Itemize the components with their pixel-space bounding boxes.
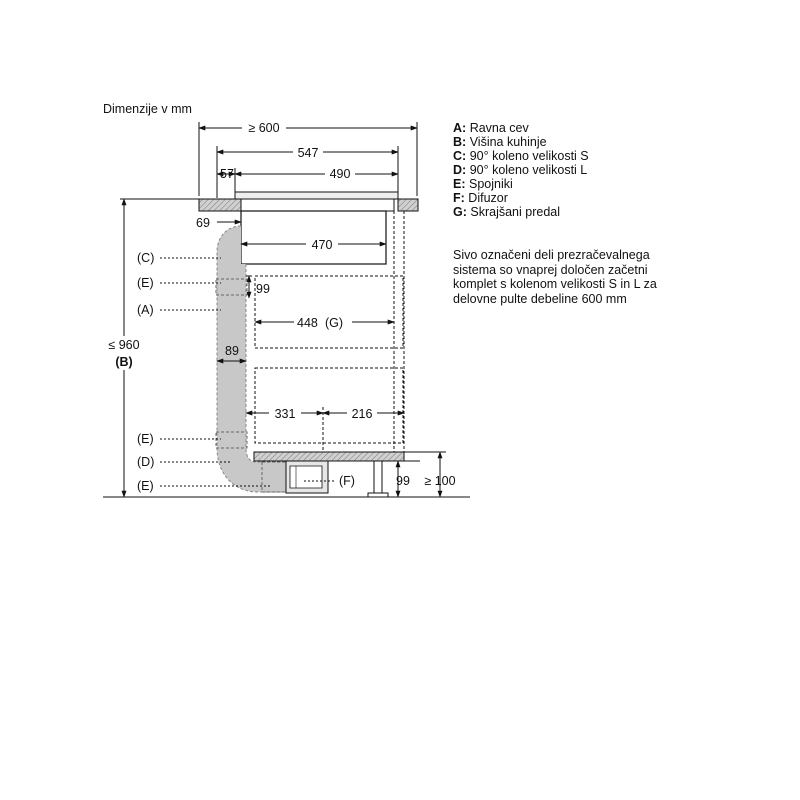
diagram-caption: Dimenzije v mm: [103, 102, 192, 116]
callout-e-upper: (E): [137, 276, 154, 290]
dim-99-plinth: 99: [396, 474, 410, 488]
callout-c: (C): [137, 251, 155, 265]
dim-99-gap: 99: [256, 282, 270, 296]
dim-547: 547: [297, 146, 319, 160]
legend-item: F: Difuzor: [453, 191, 508, 205]
legend: [453, 121, 589, 219]
dim-min-100: ≥ 100: [424, 474, 456, 488]
dim-331: 331: [274, 407, 296, 421]
hob: [235, 192, 398, 264]
callout-f: (F): [339, 474, 355, 488]
dim-448: 448: [297, 316, 318, 330]
legend-item: B: Višina kuhinje: [453, 135, 547, 149]
callout-e-diffuser: (E): [137, 479, 154, 493]
legend-item: G: Skrajšani predal: [453, 205, 561, 219]
note-line: Sivo označeni deli prezračevalnega: [453, 248, 650, 262]
legend-item: E: Spojniki: [453, 177, 513, 191]
dim-448-ref: (G): [325, 316, 344, 330]
dim-57: 57: [220, 167, 234, 181]
legend-item: C: 90° koleno velikosti S: [453, 149, 589, 163]
legend-item: D: 90° koleno velikosti L: [453, 163, 588, 177]
dim-470: 470: [311, 238, 333, 252]
gray-parts-note: [453, 248, 753, 306]
note-line: komplet s kolenom velikosti S in L za: [453, 277, 657, 291]
dim-216: 216: [351, 407, 373, 421]
callout-e-lower: (E): [137, 432, 154, 446]
callout-a: (A): [137, 303, 154, 317]
dim-height-ref: (B): [115, 355, 133, 369]
dim-89: 89: [225, 344, 239, 358]
dim-490: 490: [329, 167, 351, 181]
dim-width-min: ≥ 600: [248, 121, 280, 135]
callout-d: (D): [137, 455, 155, 469]
dim-height-max: ≤ 960: [108, 338, 140, 352]
note-line: delovne pulte debeline 600 mm: [453, 291, 627, 306]
legend-item: A: Ravna cev: [453, 121, 529, 135]
dim-69: 69: [196, 216, 210, 230]
note-line: sistema so vnaprej določen začetni: [453, 262, 648, 277]
